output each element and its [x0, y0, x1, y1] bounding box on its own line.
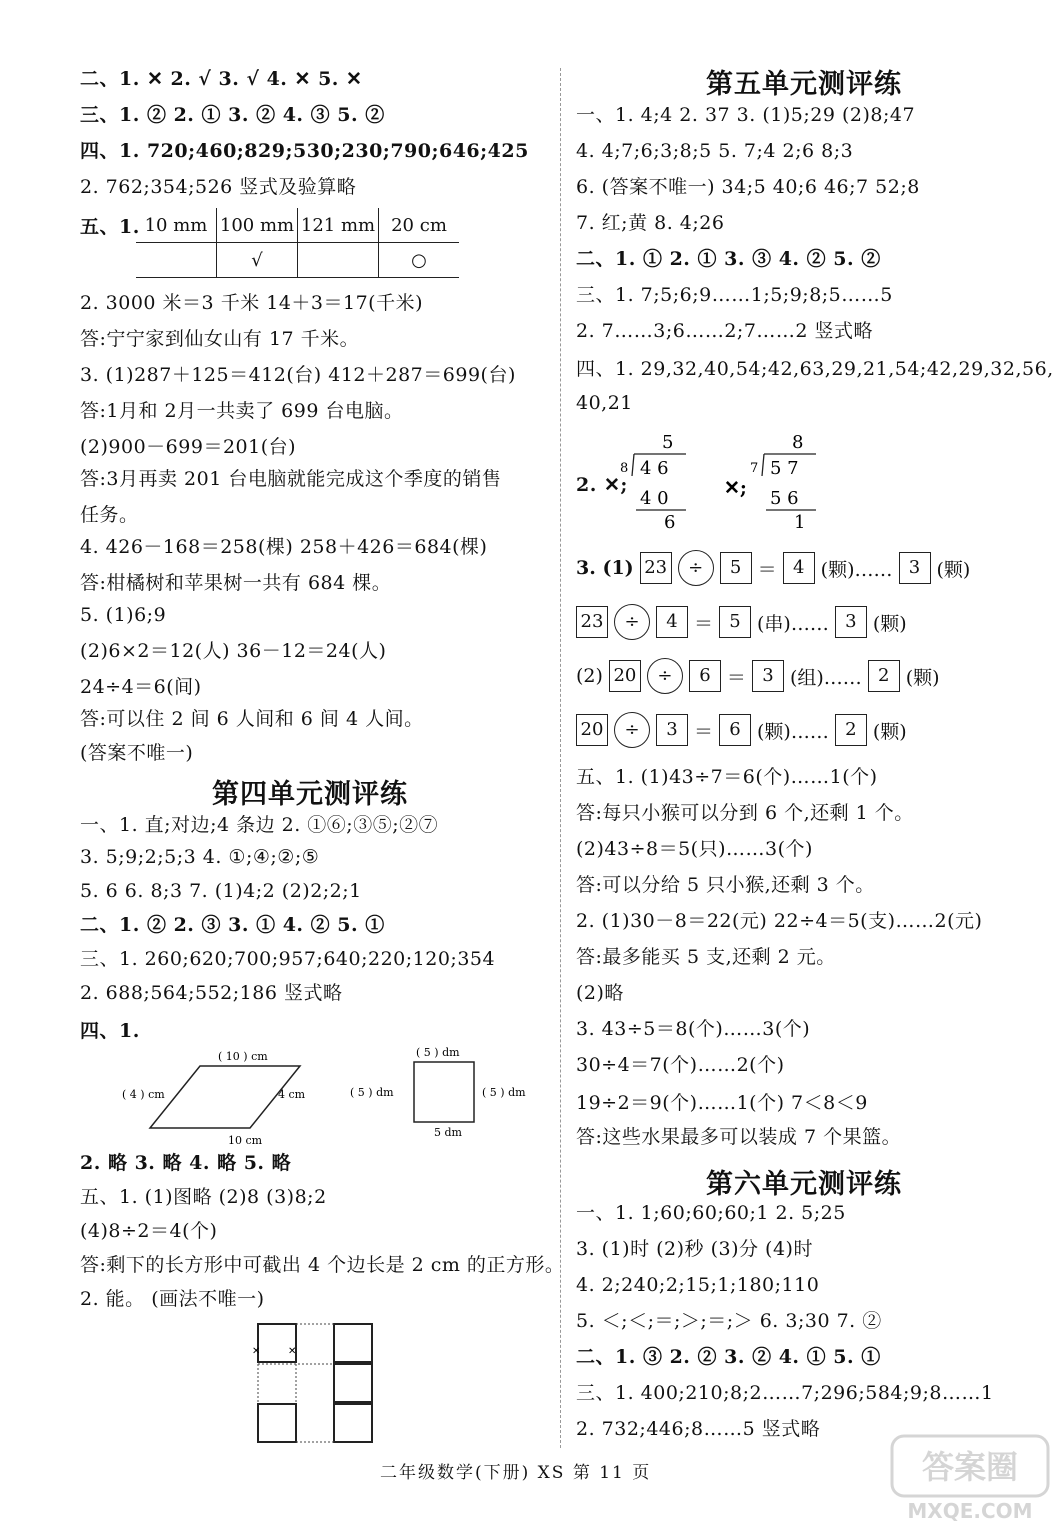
figure-label: ( 4 ) cm [122, 1088, 165, 1101]
answer-box: 20 [576, 714, 608, 746]
operator-circle: ÷ [614, 712, 650, 748]
answer-line: 二、1. ✕ 2. √ 3. √ 4. ✕ 5. ✕ [80, 68, 363, 90]
answer-line: 五、1. (1)43÷7＝6(个)……1(个) [576, 766, 878, 788]
figure-label: ( 5 ) dm [482, 1086, 526, 1099]
square-shape [414, 1062, 474, 1122]
answer-box: 4 [656, 606, 688, 638]
answer-box: 6 [719, 714, 751, 746]
svg-text:5 7: 5 7 [770, 458, 799, 479]
watermark-logo [890, 1434, 1050, 1524]
answer-line: 2. 能。 (画法不唯一) [80, 1288, 265, 1310]
table-cell [298, 243, 379, 278]
answer-line: 二、1. ② 2. ③ 3. ① 4. ② 5. ① [80, 914, 385, 936]
table-cell [136, 243, 217, 278]
answer-line: 一、1. 4;4 2. 37 3. (1)5;29 (2)8;47 [576, 104, 916, 126]
answer-line: 四、1. [80, 1020, 140, 1042]
svg-text:MXQE.COM: MXQE.COM [907, 1499, 1033, 1523]
svg-text:答案圈: 答案圈 [921, 1448, 1019, 1486]
grid-figure [250, 1318, 380, 1448]
answer-line: 5. ＜;＜;＝;＞;＝;＞ 6. 3;30 7. ② [576, 1310, 882, 1332]
section-heading: 第四单元测评练 [212, 779, 408, 810]
answer-line: 2. 7……3;6……2;7……2 竖式略 [576, 320, 874, 342]
answer-box: 3 [752, 660, 784, 692]
answer-box: 23 [576, 606, 608, 638]
answer-line: 40,21 [576, 392, 633, 414]
answer-line: 一、1. 直;对边;4 条边 2. ①⑥;③⑤;②⑦ [80, 814, 439, 836]
answer-line: (答案不唯一) [80, 742, 194, 764]
answer-line: 四、1. 29,32,40,54;42,63,29,21,54;42,29,32,56, [576, 358, 1054, 380]
svg-text:1: 1 [794, 512, 806, 533]
answer-line: 答:最多能买 5 支,还剩 2 元。 [576, 946, 836, 968]
answer-line: 答:可以住 2 间 6 人间和 6 间 4 人间。 [80, 708, 424, 730]
answer-line: 五、1. [80, 216, 140, 238]
svg-text:5 6: 5 6 [770, 488, 799, 509]
shapes-figure [110, 1040, 550, 1150]
answer-box: 4 [783, 552, 815, 584]
answer-line: (2)略 [576, 982, 624, 1004]
answer-line: 答:宁宁家到仙女山有 17 千米。 [80, 328, 360, 350]
svg-text:5: 5 [662, 432, 674, 453]
svg-text:✕;: ✕; [724, 477, 747, 499]
answer-line: 二、1. ① 2. ① 3. ③ 4. ② 5. ② [576, 248, 881, 270]
figure-label: ( 10 ) cm [218, 1050, 268, 1063]
long-division-figure [616, 428, 846, 534]
svg-text:✕: ✕ [252, 1346, 261, 1357]
answer-line: 24÷4＝6(间) [80, 676, 202, 698]
answer-line: 2. 732;446;8……5 竖式略 [576, 1418, 821, 1440]
svg-text:7: 7 [750, 461, 759, 476]
answer-line: 答:3月再卖 201 台电脑就能完成这个季度的销售 [80, 468, 502, 490]
figure-label: ( 5 ) dm [416, 1046, 460, 1059]
column-divider [560, 68, 561, 1448]
answer-line: 2. 688;564;552;186 竖式略 [80, 982, 343, 1004]
answer-box: 5 [719, 606, 751, 638]
answer-box: 20 [609, 660, 641, 692]
answer-line: 五、1. (1)图略 (2)8 (3)8;2 [80, 1186, 327, 1208]
section-heading: 第六单元测评练 [706, 1169, 902, 1200]
table-cell: 121 mm [298, 208, 379, 243]
answer-line: (2)6×2＝12(人) 36－12＝24(人) [80, 640, 387, 662]
table-cell: √ [217, 243, 298, 278]
section-heading: 第五单元测评练 [706, 69, 902, 100]
answer-box: 2 [835, 714, 867, 746]
answer-box: 23 [640, 552, 672, 584]
answer-line: 5. (1)6;9 [80, 604, 167, 626]
answer-line: 3. 43÷5＝8(个)……3(个) [576, 1018, 811, 1040]
answer-line: 答:这些水果最多可以装成 7 个果篮。 [576, 1126, 902, 1148]
svg-text:4 0: 4 0 [640, 488, 669, 509]
answer-box: 3 [899, 552, 931, 584]
answer-line: 三、1. 400;210;8;2……7;296;584;9;8……1 [576, 1382, 994, 1404]
answer-line: 三、1. 7;5;6;9……1;5;9;8;5……5 [576, 284, 893, 306]
answer-line: 答:1月和 2月一共卖了 699 台电脑。 [80, 400, 404, 422]
answer-box: 2 [868, 660, 900, 692]
figure-label: ( 5 ) dm [350, 1086, 394, 1099]
answer-line: 答:剩下的长方形中可截出 4 个边长是 2 cm 的正方形。 [80, 1254, 565, 1276]
answer-line: 19÷2＝9(个)……1(个) 7＜8＜9 [576, 1092, 868, 1114]
equation-row: 23 ÷ 4 ＝ 5 (串)…… 3 (颗) [576, 604, 907, 640]
answer-line: (2)43÷8＝5(只)……3(个) [576, 838, 813, 860]
answer-line: 四、1. 720;460;829;530;230;790;646;425 [80, 140, 529, 162]
answer-line: 答:每只小猴可以分到 6 个,还剩 1 个。 [576, 802, 914, 824]
figure-label: 5 dm [434, 1126, 462, 1139]
answer-line: 2. 762;354;526 竖式及验算略 [80, 176, 357, 198]
answer-line: 一、1. 1;60;60;60;1 2. 5;25 [576, 1202, 846, 1224]
figure-label: 10 cm [228, 1134, 263, 1147]
answer-line: 30÷4＝7(个)……2(个) [576, 1054, 785, 1076]
equation-row: 20 ÷ 3 ＝ 6 (颗)…… 2 (颗) [576, 712, 907, 748]
answer-line: 5. 6 6. 8;3 7. (1)4;2 (2)2;2;1 [80, 880, 362, 902]
answer-line: 3. (1)时 (2)秒 (3)分 (4)时 [576, 1238, 813, 1260]
answer-line: 答:柑橘树和苹果树一共有 684 棵。 [80, 572, 392, 594]
answer-box: 3 [656, 714, 688, 746]
table-cell: ○ [379, 243, 460, 278]
table-cell: 20 cm [379, 208, 460, 243]
answer-box: 3 [835, 606, 867, 638]
answer-line: 7. 红;黄 8. 4;26 [576, 212, 725, 234]
figure-label: 4 cm [278, 1088, 306, 1101]
length-table [136, 208, 459, 278]
svg-text:8: 8 [620, 461, 629, 476]
answer-line: 3. 5;9;2;5;3 4. ①;④;②;⑤ [80, 846, 320, 868]
table-cell: 100 mm [217, 208, 298, 243]
svg-text:6: 6 [664, 512, 676, 533]
answer-line: 二、1. ③ 2. ② 3. ② 4. ① 5. ① [576, 1346, 881, 1368]
answer-line: 6. (答案不唯一) 34;5 40;6 46;7 52;8 [576, 176, 920, 198]
answer-box: 6 [689, 660, 721, 692]
equation-row: 3. (1) 23 ÷ 5 ＝ 4 (颗)…… 3 (颗) [576, 550, 970, 586]
operator-circle: ÷ [678, 550, 714, 586]
svg-text:✕: ✕ [288, 1346, 297, 1357]
answer-line: 三、1. 260;620;700;957;640;220;120;354 [80, 948, 496, 970]
answer-line: 2. 3000 米＝3 千米 14＋3＝17(千米) [80, 292, 423, 314]
answer-line: 2. ✕; [576, 474, 628, 496]
operator-circle: ÷ [647, 658, 683, 694]
svg-text:4 6: 4 6 [640, 458, 669, 479]
answer-line: 三、1. ② 2. ① 3. ② 4. ③ 5. ② [80, 104, 385, 126]
table-cell: 10 mm [136, 208, 217, 243]
answer-line: 2. 略 3. 略 4. 略 5. 略 [80, 1152, 292, 1174]
answer-line: 2. (1)30－8＝22(元) 22÷4＝5(支)……2(元) [576, 910, 983, 932]
equation-row: (2) 20 ÷ 6 ＝ 3 (组)…… 2 (颗) [576, 658, 940, 694]
answer-line: (2)900－699＝201(台) [80, 436, 297, 458]
answer-line: 4. 2;240;2;15;1;180;110 [576, 1274, 820, 1296]
answer-box: 5 [720, 552, 752, 584]
answer-line: 答:可以分给 5 只小猴,还剩 3 个。 [576, 874, 875, 896]
answer-line: 4. 426－168＝258(棵) 258＋426＝684(棵) [80, 536, 488, 558]
answer-line: 3. (1)287＋125＝412(台) 412＋287＝699(台) [80, 364, 516, 386]
answer-line: (4)8÷2＝4(个) [80, 1220, 218, 1242]
page-footer: 二年级数学(下册) XS 第 11 页 [380, 1463, 652, 1483]
answer-line: 任务。 [80, 504, 139, 526]
operator-circle: ÷ [614, 604, 650, 640]
svg-text:8: 8 [792, 432, 804, 453]
answer-line: 4. 4;7;6;3;8;5 5. 7;4 2;6 8;3 [576, 140, 854, 162]
